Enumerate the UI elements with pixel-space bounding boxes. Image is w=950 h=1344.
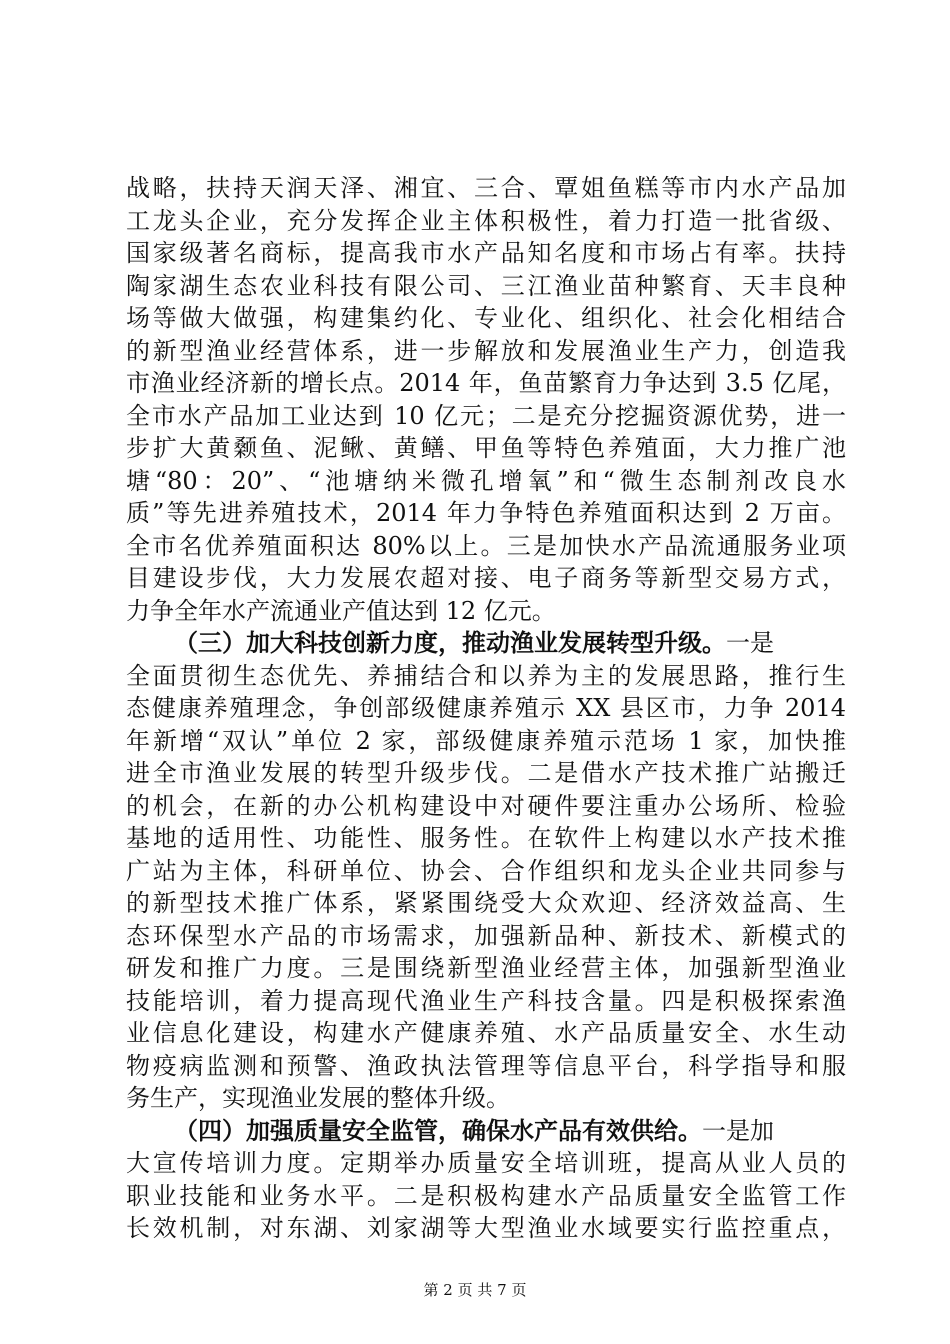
section-heading-line [126,1115,846,1148]
text-line: 陶家湖生态农业科技有限公司、三江渔业苗种繁育、天丰良种 [126,271,846,300]
text-line: 技能培训，着力提高现代渔业生产科技含量。四是积极探索渔 [126,986,846,1015]
text-line: 进全市渔业发展的转型升级步伐。二是借水产技术推广站搬迁 [126,759,846,787]
text-line: 国家级著名商标，提高我市水产品知名度和市场占有率。扶持 [126,239,846,267]
text-line: 的新型技术推广体系，紧紧围绕受大众欢迎、经济效益高、生 [126,889,846,917]
text-line: 质”等先进养殖技术，2014 年力争特色养殖面积达到 2 万亩。 [126,499,846,527]
text-line: 长效机制，对东湖、刘家湖等大型渔业水域要实行监控重点， [126,1214,846,1242]
text-line: 职业技能和业务水平。二是积极构建水产品质量安全监管工作 [126,1181,846,1210]
heading-line-rest: 一是加 [702,1116,774,1145]
text-line: 研发和推广力度。三是围绕新型渔业经营主体，加强新型渔业 [126,954,846,982]
text-line: 场等做大做强，构建集约化、专业化、组织化、社会化相结合 [126,304,846,332]
page-number-footer: 第 2 页 共 7 页 [423,1281,527,1299]
text-line: 业信息化建设，构建水产健康养殖、水产品质量安全、水生动 [126,1019,846,1047]
text-line: 广站为主体，科研单位、协会、合作组织和龙头企业共同参与 [126,856,846,885]
text-line: 务生产，实现渔业发展的整体升级。 [126,1084,510,1112]
text-line: 物疫病监测和预警、渔政执法管理等信息平台，科学指导和服 [126,1051,846,1080]
text-line: 的机会，在新的办公机构建设中对硬件要注重办公场所、检验 [126,791,846,820]
text-line: 塘“80：20”、“池塘纳米微孔增氧”和“微生态制剂改良水 [126,466,846,495]
section-heading-line [126,627,846,660]
section-heading: （四）加强质量安全监管，确保水产品有效供给。 [174,1116,702,1145]
text-line: 战略，扶持天润天泽、湘宜、三合、覃姐鱼糕等市内水产品加 [126,174,846,202]
text-line: 大宣传培训力度。定期举办质量安全培训班，提高从业人员的 [126,1149,846,1177]
text-line: 全市名优养殖面积达 80%以上。三是加快水产品流通服务业项 [126,531,846,560]
heading-line-rest: 一是 [726,629,774,657]
text-line: 工龙头企业，充分发挥企业主体积极性，着力打造一批省级、 [126,206,846,235]
text-line: 态环保型水产品的市场需求，加强新品种、新技术、新模式的 [126,921,846,950]
document-body [126,172,846,1245]
text-line: 目建设步伐，大力发展农超对接、电子商务等新型交易方式， [126,564,846,592]
text-line: 全市水产品加工业达到 10 亿元；二是充分挖掘资源优势，进一 [126,401,846,430]
text-line: 步扩大黄颡鱼、泥鳅、黄鳝、甲鱼等特色养殖面，大力推广池 [126,434,846,462]
text-line: 力争全年水产流通业产值达到 12 亿元。 [126,596,556,625]
text-line: 态健康养殖理念，争创部级健康养殖示 XX 县区市，力争 2014 [126,694,846,722]
text-line: 市渔业经济新的增长点。2014 年，鱼苗繁育力争达到 3.5 亿尾， [126,369,846,397]
text-line: 的新型渔业经营体系，进一步解放和发展渔业生产力，创造我 [126,336,846,365]
text-line: 全面贯彻生态优先、养捕结合和以养为主的发展思路，推行生 [126,661,846,690]
section-heading: （三）加大科技创新力度，推动渔业发展转型升级。 [174,629,726,657]
text-line: 基地的适用性、功能性、服务性。在软件上构建以水产技术推 [126,824,846,852]
text-line: 年新增“双认”单位 2 家，部级健康养殖示范场 1 家，加快推 [126,726,846,755]
